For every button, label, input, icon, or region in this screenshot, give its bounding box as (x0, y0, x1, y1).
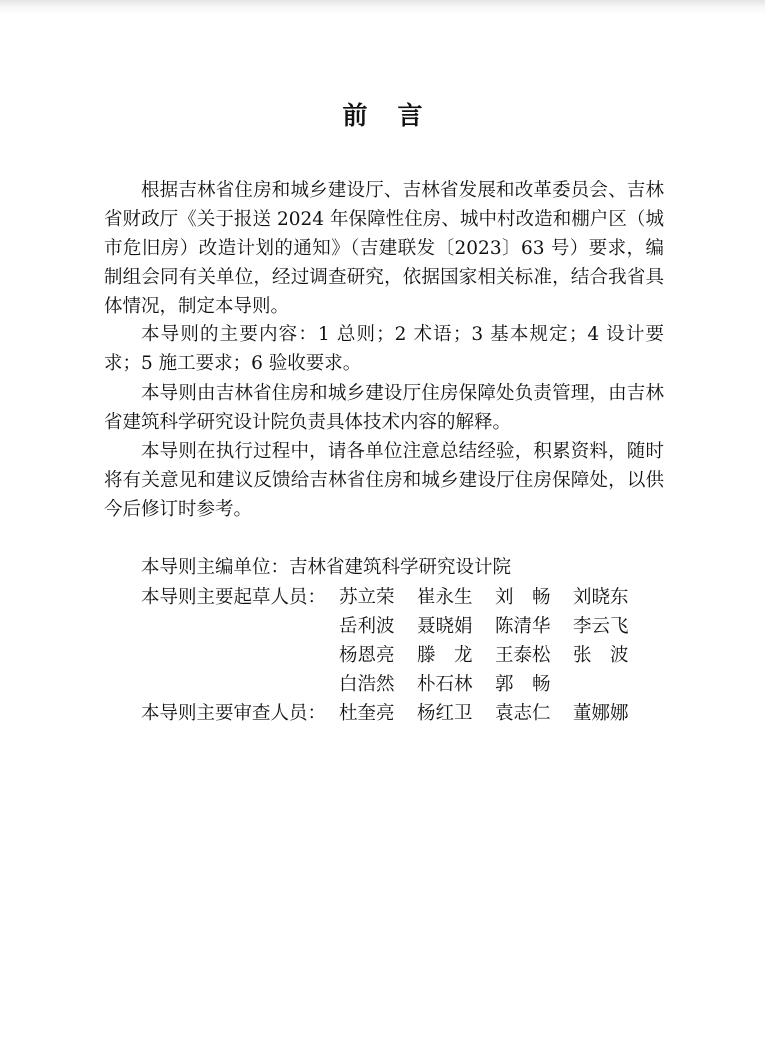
reviewer-name: 袁志仁 (495, 703, 551, 724)
drafters-row-2 (339, 612, 629, 641)
paragraph-basis: 根据吉林省住房和城乡建设厅、吉林省发展和改革委员会、吉林省财政厅《关于报送 2024 年保障性住房、城中村改造和棚户区（城市危旧房）改造计划的通知》（吉建联发〔2023〕63 号）要求，编制组会同有关单位，经过调查研究，依据国家相关标准，结合我省具体情况，制定本导则。 (104, 180, 664, 317)
reviewers-label: 本导则主要审查人员： (141, 703, 327, 724)
title-char-1: 前 (342, 101, 368, 130)
drafter-name: 崔永生 (417, 587, 473, 608)
drafter-name: 滕 龙 (417, 645, 473, 666)
reviewer-name: 董娜娜 (573, 703, 629, 724)
drafters-row-1 (339, 583, 629, 612)
reviewers-row (339, 699, 629, 728)
drafter-name: 刘 畅 (495, 587, 551, 608)
drafter-name: 刘晓东 (573, 587, 629, 608)
title-char-2: 言 (397, 101, 423, 130)
drafter-name: 郭 畅 (495, 674, 551, 695)
page-title (0, 98, 765, 134)
paragraph-management: 本导则由吉林省住房和城乡建设厅住房保障处负责管理，由吉林省建筑科学研究设计院负责具体技术内容的解释。 (104, 383, 664, 433)
drafters-label: 本导则主要起草人员： (141, 587, 327, 608)
drafter-name: 苏立荣 (339, 587, 395, 608)
drafter-name: 聂晓娟 (417, 616, 473, 637)
editor-unit-label: 本导则主编单位： (141, 557, 290, 578)
drafter-name: 杨恩亮 (339, 645, 395, 666)
drafter-name: 张 波 (573, 645, 629, 666)
drafters-row-3 (339, 641, 629, 670)
editor-unit-line (141, 553, 511, 582)
drafter-name: 王泰松 (495, 645, 551, 666)
drafter-name: 白浩然 (339, 674, 395, 695)
paragraph-contents: 本导则的主要内容：1 总则；2 术语；3 基本规定；4 设计要求；5 施工要求；6 验收要求。 (104, 324, 664, 374)
drafters-row-4 (339, 670, 551, 699)
drafter-name: 朴石林 (417, 674, 473, 695)
drafter-name: 李云飞 (573, 616, 629, 637)
editor-unit-value: 吉林省建筑科学研究设计院 (289, 557, 512, 578)
reviewer-name: 杜奎亮 (339, 703, 395, 724)
drafter-name: 岳利波 (339, 616, 395, 637)
paragraph-feedback: 本导则在执行过程中，请各单位注意总结经验，积累资料，随时将有关意见和建议反馈给吉林省住房和城乡建设厅住房保障处，以供今后修订时参考。 (104, 441, 664, 520)
drafter-name: 陈清华 (495, 616, 551, 637)
reviewer-name: 杨红卫 (417, 703, 473, 724)
